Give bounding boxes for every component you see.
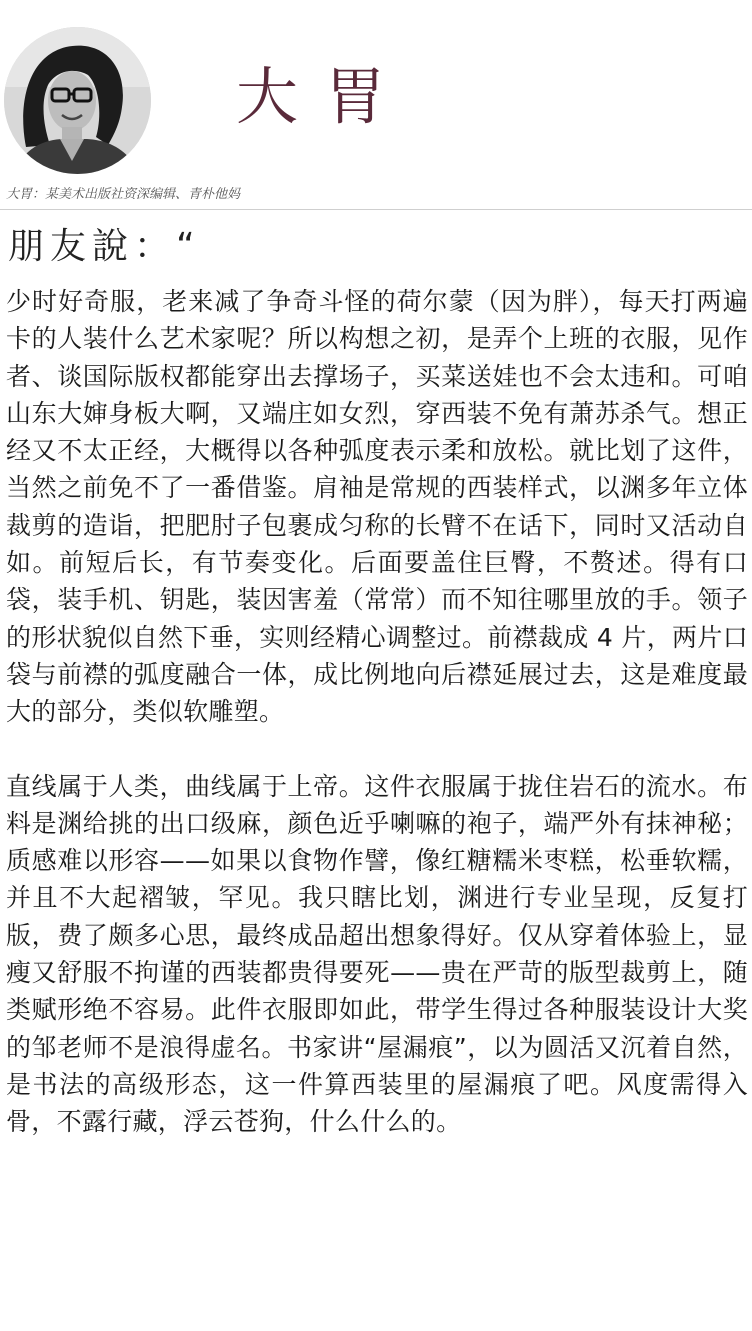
article-body [6, 283, 748, 1141]
divider [0, 209, 752, 210]
portrait-photo-icon [4, 27, 151, 174]
paragraph: 少时好奇服，老来减了争奇斗怪的荷尔蒙（因为胖），每天打两遍卡的人装什么艺术家呢？所以构想之初，是弄个上班的衣服，见作者、谈国际版权都能穿出去撑场子，买菜送娃也不会太违和。可咱山东大婶身板大啊，又端庄如女烈，穿西装不免有萧苏杀气。想正经又不太正经，大概得以各种弧度表示柔和放松。就比划了这件，当然之前免不了一番借鉴。肩袖是常规的西装样式，以渊多年立体裁剪的造诣，把肥肘子包裹成匀称的长臂不在话下，同时又活动自如。前短后长，有节奏变化。后面要盖住巨臀，不赘述。得有口袋，装手机、钥匙，装因害羞（常常）而不知往哪里放的手。领子的形状貌似自然下垂，实则经精心调整过。前襟裁成 4 片，两片口袋与前襟的弧度融合一体，成比例地向后襟延展过去，这是难度最大的部分，类似软雕塑。 [6, 287, 748, 727]
author-name: 大胃 [236, 60, 413, 133]
section-title: 朋友說：“ [8, 226, 201, 267]
paragraph: 直线属于人类，曲线属于上帝。这件衣服属于拢住岩石的流水。布料是渊给挑的出口级麻，颜色近乎喇嘛的袍子，端严外有抹神秘；质感难以形容——如果以食物作譬，像红糖糯米枣糕，松垂软糯，并且不大起褶皱，罕见。我只瞎比划，渊进行专业呈现，反复打版，费了颇多心思，最终成品超出想象得好。仅从穿着体验上，显瘦又舒服不拘谨的西装都贵得要死——贵在严苛的版型裁剪上，随类赋形绝不容易。此件衣服即如此，带学生得过各种服装设计大奖的邹老师不是浪得虚名。书家讲“屋漏痕”，以为圆活又沉着自然，是书法的高级形态，这一件算西装里的屋漏痕了吧。风度需得入骨，不露行藏，浮云苍狗，什么什么的。 [6, 771, 748, 1137]
profile-header [0, 0, 752, 210]
avatar [4, 27, 151, 174]
author-caption: 大胃：某美术出版社资深编辑、青朴他妈 [6, 187, 241, 202]
